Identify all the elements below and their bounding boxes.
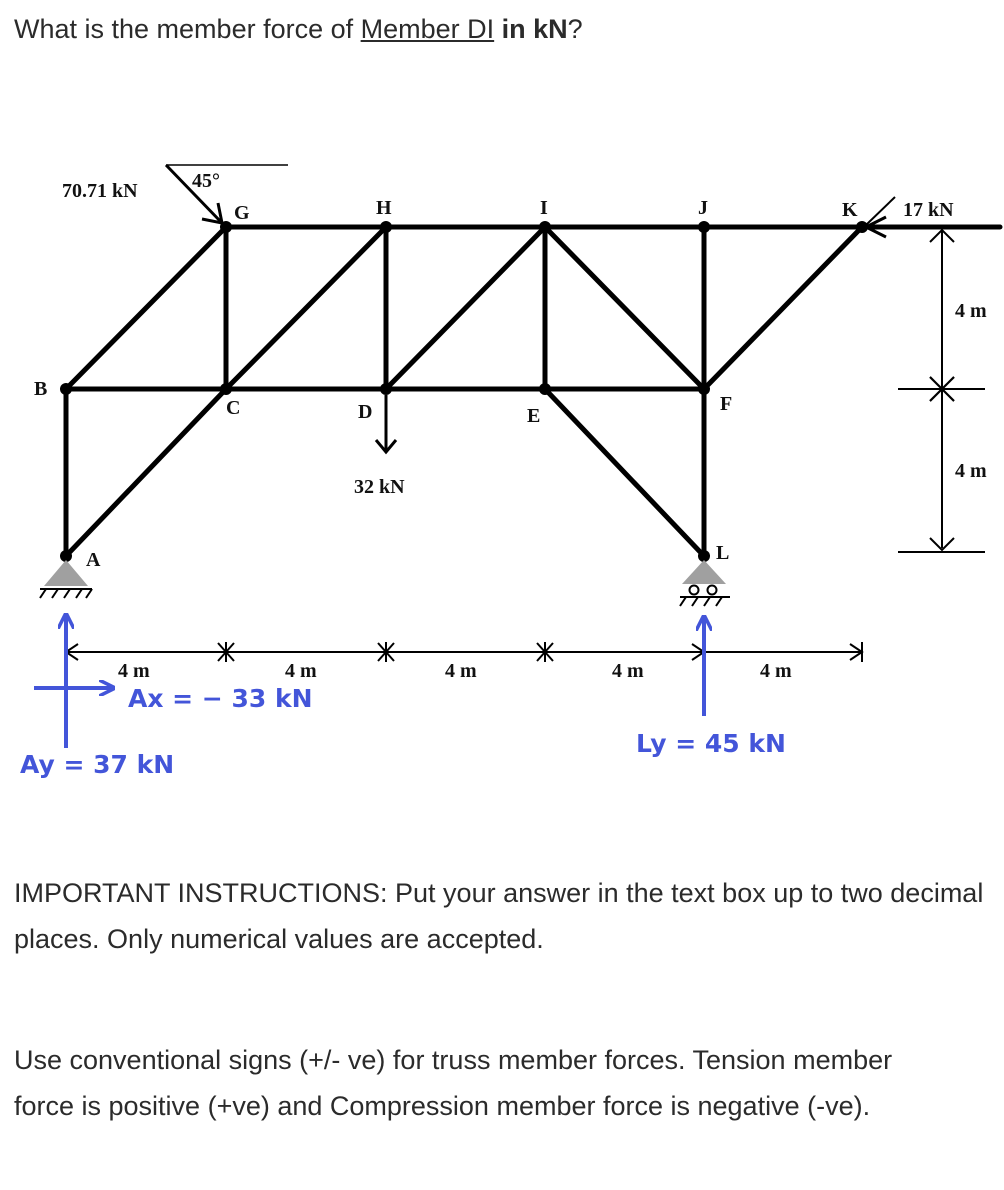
- reaction-arrows: [34, 616, 704, 748]
- instructions-important: IMPORTANT INSTRUCTIONS: Put your answer in the text box up to two decimal places. Only numerical values are accepted.: [14, 878, 984, 954]
- node-label-g: G: [234, 202, 250, 224]
- load-k-arrow: [866, 197, 895, 237]
- question-unit: in kN: [494, 14, 568, 44]
- question-suffix: ?: [567, 14, 583, 44]
- dim-horizontal-5: 4 m: [760, 660, 792, 682]
- joint-e: [539, 383, 551, 395]
- node-label-l: L: [716, 542, 730, 564]
- joint-f: [698, 383, 710, 395]
- member-if: [545, 227, 704, 389]
- dim-horizontal-2: 4 m: [285, 660, 317, 682]
- node-label-b: B: [34, 378, 48, 400]
- node-label-d: D: [358, 401, 373, 423]
- truss-members: [66, 227, 1000, 556]
- question-prefix: What is the member force of: [14, 14, 361, 44]
- member-ch: [226, 227, 386, 389]
- instructions-sign-convention: Use conventional signs (+/- ve) for truss member forces. Tension member force is positive (+ve) and Compression member force is negative (-ve).: [14, 1045, 893, 1121]
- node-label-j: J: [698, 197, 708, 219]
- dim-horizontal-1: 4 m: [118, 660, 150, 682]
- joint-j: [698, 221, 710, 233]
- vertical-dimension: [898, 227, 985, 552]
- node-label-i: I: [540, 197, 548, 219]
- node-label-f: F: [720, 393, 733, 415]
- node-label-k: K: [842, 199, 858, 221]
- joint-c: [220, 383, 232, 395]
- question-member-link: Member DI: [360, 14, 495, 44]
- joint-d: [380, 383, 392, 395]
- joint-b: [60, 383, 72, 395]
- load-g-arrow: [166, 165, 288, 223]
- load-g-angle-label: 45°: [192, 170, 220, 192]
- load-d-arrow: [376, 395, 396, 452]
- load-k-label: 17 kN: [903, 199, 954, 221]
- node-label-c: C: [226, 397, 241, 419]
- dim-horizontal-3: 4 m: [445, 660, 477, 682]
- joint-h: [380, 221, 392, 233]
- member-bg: [66, 227, 226, 389]
- joint-i: [539, 221, 551, 233]
- load-g-label: 70.71 kN: [62, 180, 138, 202]
- member-ac: [66, 389, 226, 556]
- dim-horizontal-4: 4 m: [612, 660, 644, 682]
- node-label-e: E: [527, 405, 541, 427]
- load-d-label: 32 kN: [354, 476, 405, 498]
- reaction-ay-label: Ay = 37 kN: [20, 750, 175, 779]
- pin-support-a: [40, 560, 92, 598]
- reaction-ly-label: Ly = 45 kN: [636, 729, 786, 758]
- member-fk: [704, 227, 862, 389]
- node-label-a: A: [86, 549, 101, 571]
- horizontal-dimension: [66, 642, 862, 662]
- member-di: [386, 227, 545, 389]
- node-label-h: H: [376, 197, 392, 219]
- dim-vertical-upper: 4 m: [955, 300, 987, 322]
- roller-support-l: [680, 560, 730, 606]
- member-el: [545, 389, 704, 556]
- reaction-ax-label: Ax = − 33 kN: [128, 684, 313, 713]
- dim-vertical-lower: 4 m: [955, 460, 987, 482]
